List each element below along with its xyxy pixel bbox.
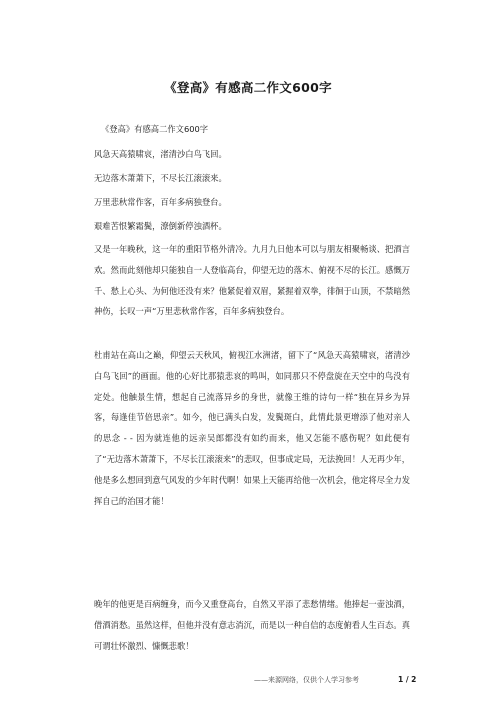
paragraph-2: 杜甫站在高山之巅，仰望云天秋风，俯视江水洲渚，留下了“风急天高猿啸哀，渚清沙白鸟飞回”的画面。他的心好比那猿悲哀的鸣叫，如同那只不停盘旋在天空中的鸟没有定处。他触景生情，想起自己流落异乡的身世，就像王维的诗句一样“独在异乡为异客，每逢佳节倍思亲”。如今，他已满头白发，发鬓斑白，此情此景更增添了他对亲人的思念 - - 因为就连他的远亲吴郎都没有如约而来，他又怎能不感伤呢？如此便有了“无边落木萧萧下，不尽长江滚滚来”的悲叹，但事成定局，无法挽回！人无再少年，他是多么想回到意气风发的少年时代啊！如果上天能再给他一次机会，他定将尽全力发挥自己的治国才能！ — [94, 350, 410, 506]
essay-subheading: 《登高》有感高二作文600字 — [101, 124, 209, 134]
footer-source-note: ——来源网络，仅供个人学习参考 — [254, 676, 359, 684]
poem-line-4: 艰难苦恨繁霜鬓，潦倒新停浊酒杯。 — [94, 221, 227, 231]
paragraph-3: 晚年的他更是百病缠身，而今又重登高台，自然又平添了悲愁情绪。他捧起一壶浊酒，借酒消愁。虽然这样，但他并没有意志消沉，而是以一种自信的态度俯看人生百态。真可谓壮怀激烈、慷慨悲歌！ — [94, 599, 410, 651]
page-number: 1 / 2 — [398, 675, 417, 684]
poem-line-3: 万里悲秋常作客，百年多病独登台。 — [94, 197, 227, 207]
document-title: 《登高》有感高二作文600字 — [164, 80, 332, 95]
poem-line-2: 无边落木萧萧下，不尽长江滚滚来。 — [94, 173, 227, 183]
poem-line-1: 风急天高猿啸哀，渚清沙白鸟飞回。 — [94, 149, 227, 159]
paragraph-1: 又是一年晚秋，这一年的重阳节格外清冷。九月九日他本可以与朋友相聚畅谈、把酒言欢。然而此刻他却只能独自一人登临高台，仰望无边的落木、俯视不尽的长江。感慨万千、愁上心头、为何他还没有来？他紧促着双眉，紧握着双拳，徘徊于山顶，不禁暗然神伤，长叹一声“万里悲秋常作客，百年多病独登台。 — [94, 244, 410, 317]
